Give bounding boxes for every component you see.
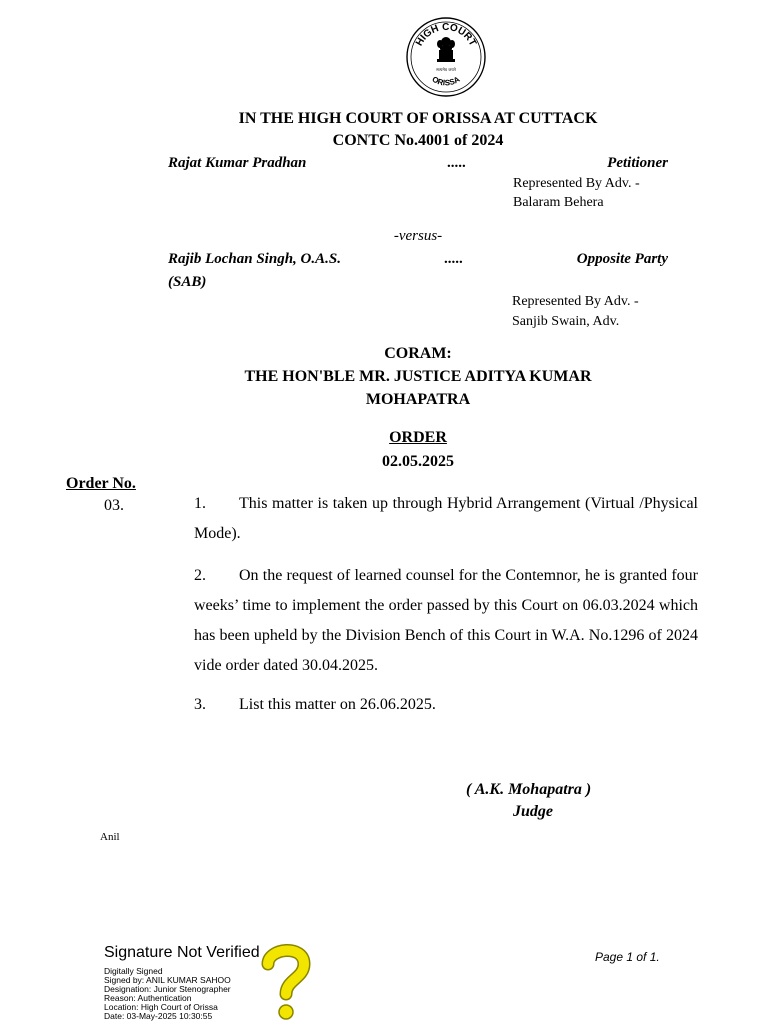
question-mark-icon <box>256 940 316 1024</box>
petitioner-rep-line1: Represented By Adv. - <box>513 176 640 191</box>
order-no-value: 03. <box>104 497 124 514</box>
coram-label: CORAM: <box>384 345 452 362</box>
order-no-label: Order No. <box>66 475 136 492</box>
opposite-party-dots: ..... <box>444 251 463 267</box>
paragraph-2-text: On the request of learned counsel for the Contemnor, he is granted four weeks’ time to implement the order passed by this Court on 06.03.2024 which has been upheld by the Division Bench of this Court in W.A. No.1296 of 2024 vide order dated 30.04.2025. <box>194 567 698 674</box>
svg-text:ORISSA <box>431 75 462 88</box>
paragraph-3-text: List this matter on 26.06.2025. <box>239 696 436 713</box>
opposite-party-name-cont: (SAB) <box>168 274 207 290</box>
opposite-party-role: Opposite Party <box>576 251 668 267</box>
signature-detail-line5: Location: High Court of Orissa <box>104 1002 218 1012</box>
coram-judge-line2: MOHAPATRA <box>365 391 471 408</box>
opposite-party-rep-line1: Represented By Adv. - <box>512 294 639 309</box>
judge-title: Judge <box>513 803 553 820</box>
high-court-seal <box>405 16 487 98</box>
opposite-party-name: Rajib Lochan Singh, O.A.S. <box>168 251 341 267</box>
order-paragraph-3 <box>194 690 698 720</box>
signature-details <box>104 967 231 1021</box>
signature-detail-line4: Reason: Authentication <box>104 993 192 1003</box>
opposite-party-rep-line2: Sanjib Swain, Adv. <box>512 314 620 329</box>
typist-initials: Anil <box>100 831 120 843</box>
seal-top-text: HIGH COURT <box>413 21 479 49</box>
petitioner-role: Petitioner <box>607 155 668 171</box>
order-paragraph-2 <box>194 561 698 681</box>
case-number: CONTC No.4001 of 2024 <box>332 132 504 149</box>
coram-judge-line1: THE HON'BLE MR. JUSTICE ADITYA KUMAR <box>244 368 592 385</box>
order-date: 02.05.2025 <box>382 453 454 470</box>
petitioner-rep-line2: Balaram Behera <box>513 195 604 210</box>
paragraph-2-number: 2. <box>194 567 206 584</box>
court-title: IN THE HIGH COURT OF ORISSA AT CUTTACK <box>238 110 598 127</box>
petitioner-dots: ..... <box>447 155 466 171</box>
paragraph-3-number: 3. <box>194 696 206 713</box>
emblem-icon <box>437 37 455 62</box>
order-paragraph-1 <box>194 489 698 549</box>
signature-status: Signature Not Verified <box>104 944 260 961</box>
versus: -versus- <box>393 228 443 244</box>
signature-detail-line3: Designation: Junior Stenographer <box>104 984 231 994</box>
order-title: ORDER <box>389 429 447 446</box>
judge-signature-name: ( A.K. Mohapatra ) <box>466 781 592 798</box>
signature-detail-line2: Signed by: ANIL KUMAR SAHOO <box>104 975 231 985</box>
signature-detail-line1: Digitally Signed <box>104 966 163 976</box>
page-number: Page 1 of 1. <box>595 950 660 964</box>
petitioner-name: Rajat Kumar Pradhan <box>168 155 307 171</box>
signature-detail-line6: Date: 03-May-2025 10:30:55 <box>104 1011 213 1021</box>
paragraph-1-text: This matter is taken up through Hybrid Arrangement (Virtual /Physical Mode). <box>194 495 698 542</box>
seal-motto: सत्यमेव जयते <box>436 67 456 72</box>
paragraph-1-number: 1. <box>194 495 206 512</box>
seal-bottom-text: ORISSA <box>430 74 462 88</box>
